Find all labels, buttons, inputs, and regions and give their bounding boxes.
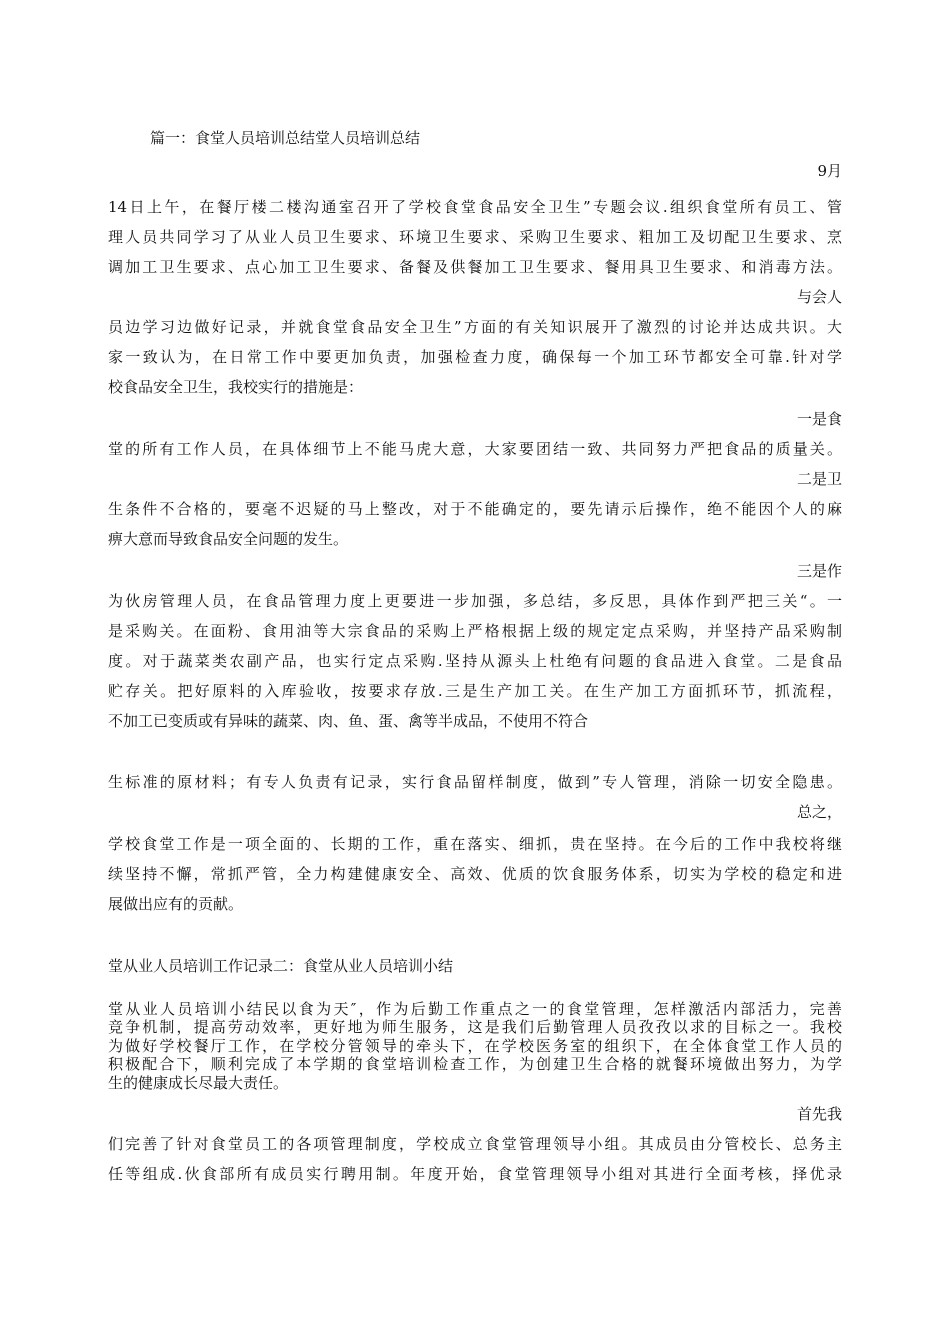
paragraph-lead: 二是卫 (796, 470, 842, 488)
paragraph-line: 续坚持不懈，常抓严管，全力构建健康安全、高效、优质的饮食服务体系，切实为学校的稳定和进 (108, 865, 842, 883)
paragraph-line: 理人员共同学习了从业人员卫生要求、环境卫生要求、采购卫生要求、粗加工及切配卫生要求、烹 (108, 228, 842, 246)
date-fragment: 9月 (817, 162, 842, 180)
paragraph-line: 们完善了针对食堂员工的各项管理制度，学校成立食堂管理领导小组。其成员由分管校长、总务主 (108, 1135, 842, 1153)
paragraph-line: 生标准的原材料；有专人负责有记录，实行食品留样制度，做到”专人管理，消除一切安全隐患。 (108, 773, 842, 791)
paragraph-line: 堂的所有工作人员，在具体细节上不能马虎大意，大家要团结一致、共同努力严把食品的质量关。 (108, 440, 842, 458)
paragraph-lead: 与会人 (796, 288, 842, 306)
paragraph-line: 为做好学校餐厅工作，在学校分管领导的牵头下，在学校医务室的组织下，在全体食堂工作人员的 (108, 1037, 842, 1055)
paragraph-line: 贮存关。把好原料的入库验收，按要求存放.三是生产加工关。在生产加工方面抓环节，抓流程， (108, 682, 842, 700)
paragraph-line: 痹大意而导致食品安全问题的发生。 (108, 530, 349, 548)
paragraph-lead: 首先我 (796, 1105, 842, 1123)
paragraph-line: 学校食堂工作是一项全面的、长期的工作，重在落实、细抓，贵在坚持。在今后的工作中我校将继 (108, 835, 842, 853)
paragraph-line: 生的健康成长尽最大责任。 (108, 1074, 289, 1092)
paragraph-line: 度。对于蔬菜类农副产品，也实行定点采购.坚持从源头上杜绝有问题的食品进入食堂。二是食品 (108, 652, 842, 670)
paragraph-line: 14日上午，在餐厅楼二楼沟通室召开了学校食堂食品安全卫生”专题会议.组织食堂所有员工、管 (108, 198, 842, 216)
paragraph-line: 员边学习边做好记录，并就食堂食品安全卫生”方面的有关知识展开了激烈的讨论并达成共识。大 (108, 318, 842, 336)
paragraph-lead: 一是食 (796, 410, 842, 428)
paragraph-lead: 总之， (796, 803, 842, 821)
paragraph-line: 生条件不合格的，要毫不迟疑的马上整改，对于不能确定的，要先请示后操作，绝不能因个人的麻 (108, 500, 842, 518)
paragraph-line: 堂从业人员培训小结民以食为天″，作为后勤工作重点之一的食堂管理，怎样激活内部活力，完善 (108, 1000, 842, 1018)
paragraph-line: 家一致认为，在日常工作中要更加负责，加强检查力度，确保每一个加工环节都安全可靠.针对学 (108, 348, 842, 366)
paragraph-line: 竞争机制，提高劳动效率，更好地为师生服务，这是我们后勤管理人员孜孜以求的目标之一。我校 (108, 1018, 842, 1036)
paragraph-line: 调加工卫生要求、点心加工卫生要求、备餐及供餐加工卫生要求、餐用具卫生要求、和消毒方法。 (108, 258, 842, 276)
paragraph-lead: 三是作 (796, 562, 842, 580)
part1-title: 篇一：食堂人员培训总结堂人员培训总结 (150, 129, 421, 147)
paragraph-line: 积极配合下，顺利完成了本学期的食堂培训检查工作，为创建卫生合格的就餐环境做出努力，为学 (108, 1055, 842, 1073)
paragraph-line: 任等组成.伙食部所有成员实行聘用制。年度开始，食堂管理领导小组对其进行全面考核，择优录 (108, 1165, 842, 1183)
paragraph-line: 展做出应有的贡献。 (108, 895, 244, 913)
paragraph-line: 是采购关。在面粉、食用油等大宗食品的采购上严格根据上级的规定定点采购，并坚持产品采购制 (108, 622, 842, 640)
part2-title: 堂从业人员培训工作记录二：食堂从业人员培训小结 (108, 957, 454, 975)
paragraph-line: 不加工已变质或有异味的蔬菜、肉、鱼、蛋、禽等半成品，不使用不符合 (108, 712, 589, 730)
paragraph-line: 为伙房管理人员，在食品管理力度上更要进一步加强，多总结，多反思，具体作到严把三关“。一 (108, 592, 842, 610)
paragraph-line: 校食品安全卫生，我校实行的措施是： (108, 378, 364, 396)
